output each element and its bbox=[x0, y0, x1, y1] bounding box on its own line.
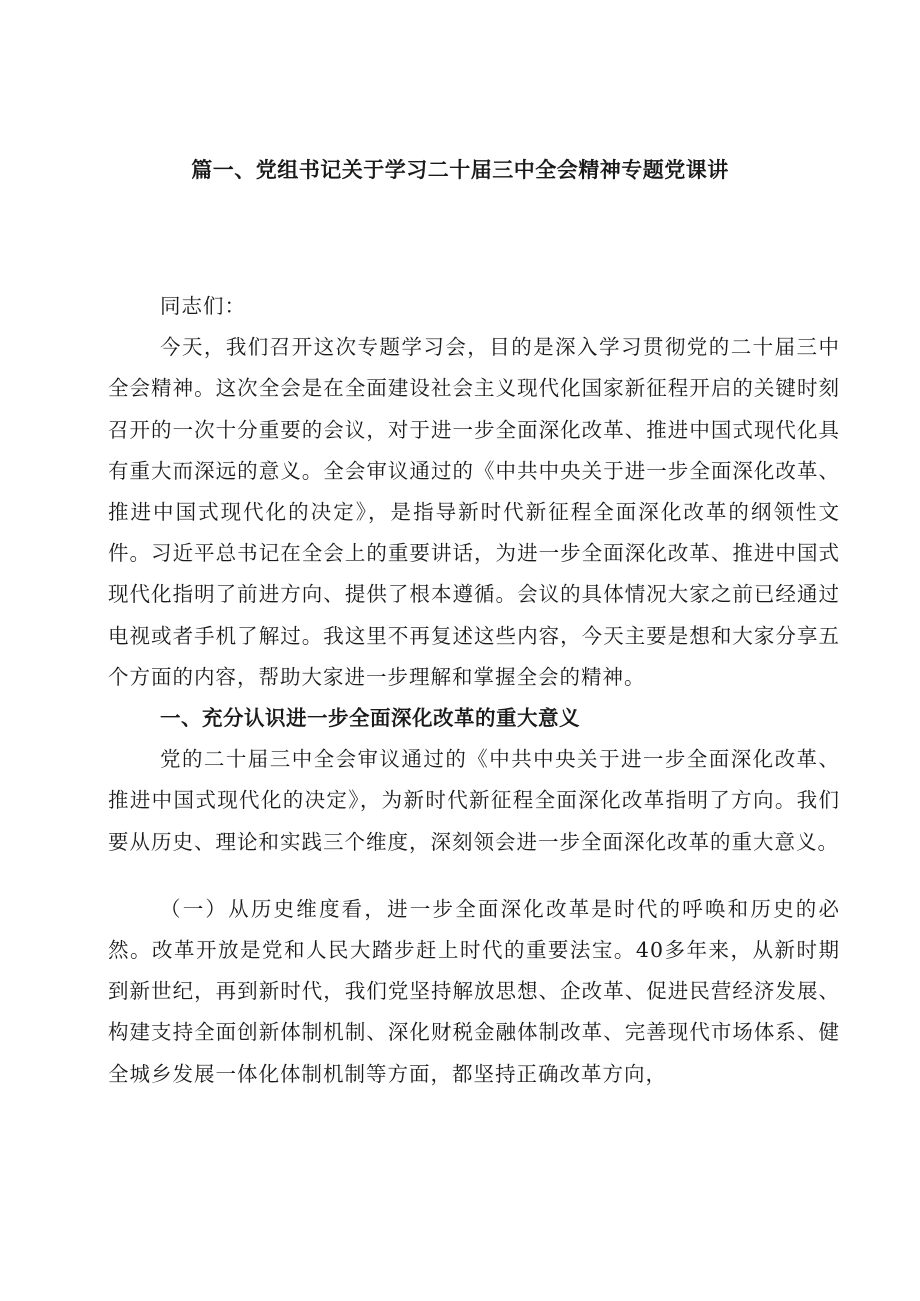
document-body bbox=[108, 286, 840, 1095]
document-title: 篇一、党组书记关于学习二十届三中全会精神专题党课讲 bbox=[191, 158, 729, 182]
paragraph-section-1: 党的二十届三中全会审议通过的《中共中央关于进一步全面深化改革、推进中国式现代化的决定》，为新时代新征程全面深化改革指明了方向。我们要从历史、理论和实践三个维度，深刻领会进一步全面深化改革的重大意义。 bbox=[108, 747, 840, 854]
paragraph-intro: 今天，我们召开这次专题学习会，目的是深入学习贯彻党的二十届三中全会精神。这次全会是在全面建设社会主义现代化国家新征程开启的关键时刻召开的一次十分重要的会议，对于进一步全面深化改革、推进中国式现代化具有重大而深远的意义。全会审议通过的《中共中央关于进一步全面深化改革、推进中国式现代化的决定》，是指导新时代新征程全面深化改革的纲领性文件。习近平总书记在全会上的重要讲话，为进一步全面深化改革、推进中国式现代化指明了前进方向、提供了根本遵循。会议的具体情况大家之前已经通过电视或者手机了解过。我这里不再复述这些内容，今天主要是想和大家分享五个方面的内容，帮助大家进一步理解和掌握全会的精神。 bbox=[108, 335, 840, 689]
paragraph-subsection-1: （一）从历史维度看，进一步全面深化改革是时代的呼唤和历史的必然。改革开放是党和人民大踏步赶上时代的重要法宝。40多年来，从新时期到新世纪，再到新时代，我们党坚持解放思想、企改革、促进民营经济发展、构建支持全面创新体制机制、深化财税金融体制改革、完善现代市场体系、健全城乡发展一体化体制机制等方面，都坚持正确改革方向， bbox=[108, 896, 840, 1086]
paragraph-spacer bbox=[108, 863, 840, 889]
greeting: 同志们： bbox=[160, 294, 246, 318]
section-heading-1: 一、充分认识进一步全面深化改革的重大意义 bbox=[160, 706, 580, 731]
